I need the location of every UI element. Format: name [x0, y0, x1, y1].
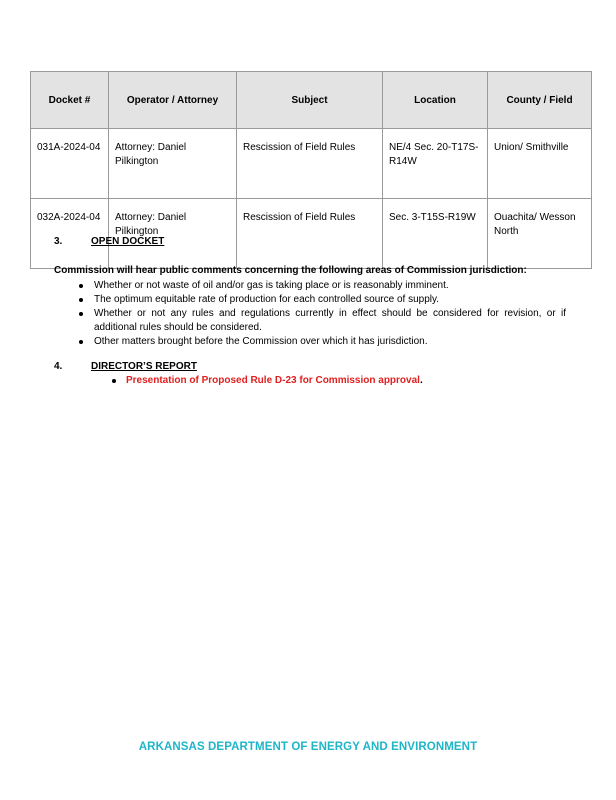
list-item — [126, 375, 423, 386]
column-header-location: Location — [383, 72, 488, 129]
table-header-row — [31, 72, 592, 129]
directors-report-list — [126, 375, 423, 386]
table-row — [31, 199, 592, 269]
subject: Rescission of Field Rules — [237, 129, 383, 199]
location: NE/4 Sec. 20-T17S-R14W — [383, 129, 488, 199]
footer-agency-name: ARKANSAS DEPARTMENT OF ENERGY AND ENVIRONMENT — [138, 741, 478, 753]
docket-number: 032A-2024-04 — [31, 199, 109, 269]
list-item: The optimum equitable rate of production for each controlled source of supply. — [94, 293, 566, 307]
docket-number: 031A-2024-04 — [31, 129, 109, 199]
section-number: 4. — [54, 361, 63, 372]
column-header-docket: Docket # — [31, 72, 109, 129]
report-item-period: . — [419, 375, 423, 386]
open-docket-list — [94, 279, 566, 349]
column-header-county: County / Field — [488, 72, 592, 129]
section-title: DIRECTOR’S REPORT — [91, 361, 197, 372]
county-field: Ouachita/ Wesson North — [488, 199, 592, 269]
section-title: OPEN DOCKET — [91, 236, 165, 247]
column-header-operator: Operator / Attorney — [109, 72, 237, 129]
subject: Rescission of Field Rules — [237, 199, 383, 269]
column-header-subject: Subject — [237, 72, 383, 129]
open-docket-lead: Commission will hear public comments concerning the following areas of Commission jurisdiction: — [54, 265, 527, 276]
operator-attorney: Attorney: Daniel Pilkington — [109, 129, 237, 199]
section-number: 3. — [54, 236, 63, 247]
location: Sec. 3-T15S-R19W — [383, 199, 488, 269]
list-item: Whether or not waste of oil and/or gas is taking place or is reasonably imminent. — [94, 279, 566, 293]
table-row — [31, 129, 592, 199]
list-item: Whether or not any rules and regulations currently in effect should be considered for revision, or if additional rules should be considered. — [94, 308, 566, 333]
list-item: Other matters brought before the Commission over which it has jurisdiction. — [94, 335, 566, 349]
report-item-text: Presentation of Proposed Rule D-23 for Commission approval — [126, 375, 420, 386]
operator-attorney: Attorney: Daniel Pilkington — [109, 199, 237, 269]
county-field: Union/ Smithville — [488, 129, 592, 199]
